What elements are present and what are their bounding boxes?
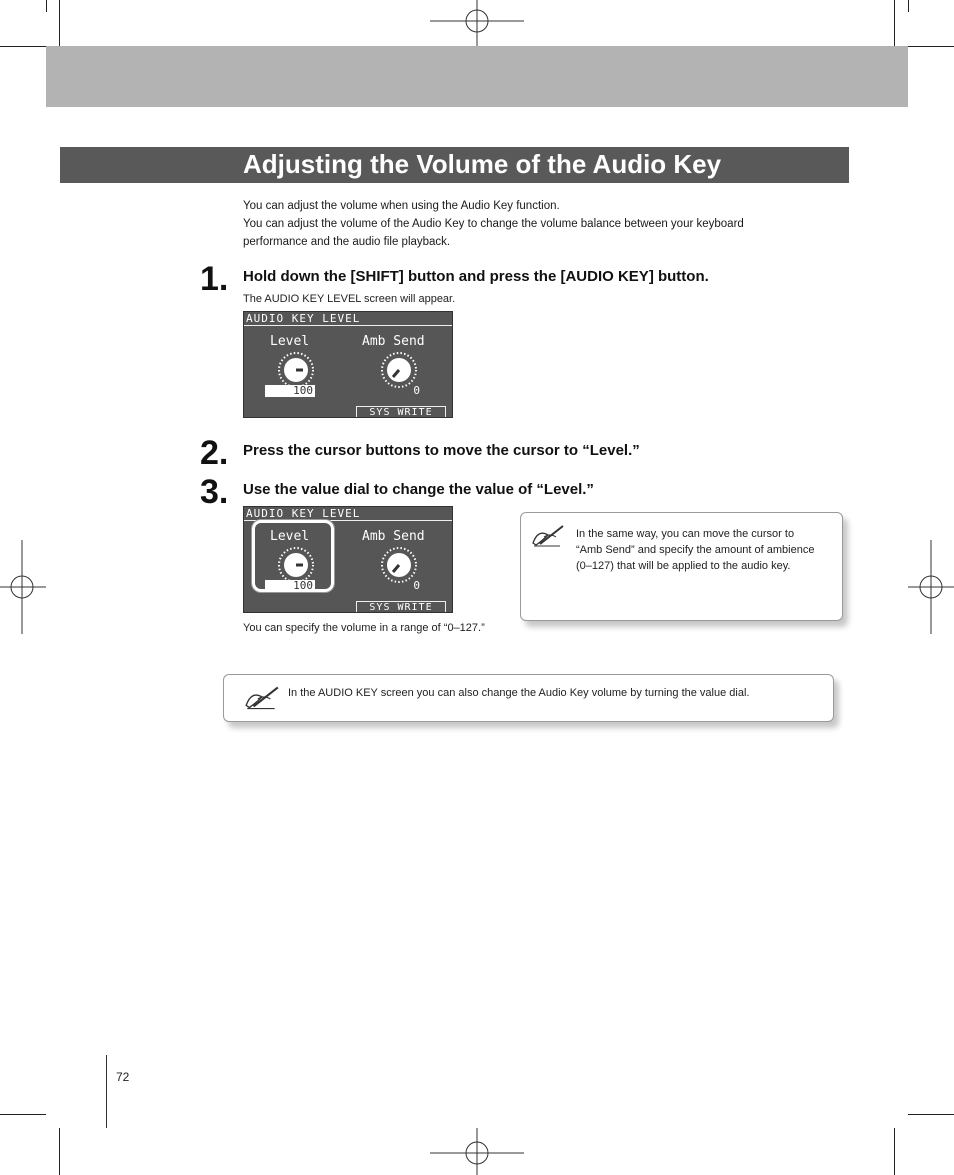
- pen-memo-icon: [530, 523, 566, 549]
- page-number-divider: [106, 1055, 107, 1128]
- intro-line: You can adjust the volume when using the Audio Key function.: [243, 200, 560, 212]
- memo-note-box: [520, 512, 843, 621]
- lcd-amb-send-label: Amb Send: [362, 334, 425, 349]
- step-result: The AUDIO KEY LEVEL screen will appear.: [243, 293, 456, 305]
- lcd-amb-send-value: 0: [413, 384, 420, 397]
- intro-paragraph: [243, 197, 843, 251]
- page-number: 72: [116, 1070, 130, 1084]
- lcd-level-label: Level: [270, 334, 310, 349]
- lcd-amb-send-label: Amb Send: [362, 529, 425, 544]
- lcd-amb-send-value: 0: [413, 579, 420, 592]
- memo-note-line: In the same way, you can move the cursor to: [576, 528, 795, 540]
- lcd-level-value: 100: [265, 580, 315, 592]
- lcd-level-label: Level: [270, 529, 310, 544]
- intro-line: You can adjust the volume of the Audio Key to change the volume balance between your keyboard: [243, 218, 744, 230]
- memo-note-line: “Amb Send” and specify the amount of ambience: [576, 544, 815, 556]
- memo-note-box: [223, 674, 834, 722]
- registration-mark-left: [0, 540, 46, 634]
- lcd-screen-audio-key-level-cursor: [243, 506, 453, 613]
- lcd-sys-write-button: SYS WRITE: [356, 601, 446, 613]
- section-title-bar: [60, 147, 849, 183]
- step-number: 3.: [200, 473, 229, 511]
- header-band: [46, 46, 908, 107]
- step-instruction: Use the value dial to change the value of “Level.”: [243, 481, 594, 498]
- memo-note-text: [576, 526, 838, 574]
- step-note: You can specify the volume in a range of “0–127.”: [243, 622, 485, 634]
- page-title: Adjusting the Volume of the Audio Key: [243, 149, 722, 179]
- step-number: 2.: [200, 434, 229, 472]
- lcd-title: AUDIO KEY LEVEL: [244, 312, 453, 326]
- registration-mark-right: [908, 540, 954, 634]
- lcd-level-value: 100: [265, 385, 315, 397]
- lcd-sys-write-button: SYS WRITE: [356, 406, 446, 418]
- step-number: 1.: [200, 260, 229, 298]
- pen-memo-icon: [243, 683, 281, 713]
- memo-note-text: In the AUDIO KEY screen you can also change the Audio Key volume by turning the value dial.: [288, 687, 750, 699]
- registration-mark-bottom: [430, 1128, 524, 1175]
- registration-mark-top: [430, 0, 524, 46]
- lcd-title: AUDIO KEY LEVEL: [244, 507, 453, 521]
- lcd-screen-audio-key-level: [243, 311, 453, 418]
- step-instruction: Hold down the [SHIFT] button and press the [AUDIO KEY] button.: [243, 268, 709, 285]
- step-instruction: Press the cursor buttons to move the cursor to “Level.”: [243, 442, 640, 459]
- memo-note-line: (0–127) that will be applied to the audio key.: [576, 560, 791, 572]
- intro-line: performance and the audio file playback.: [243, 236, 451, 248]
